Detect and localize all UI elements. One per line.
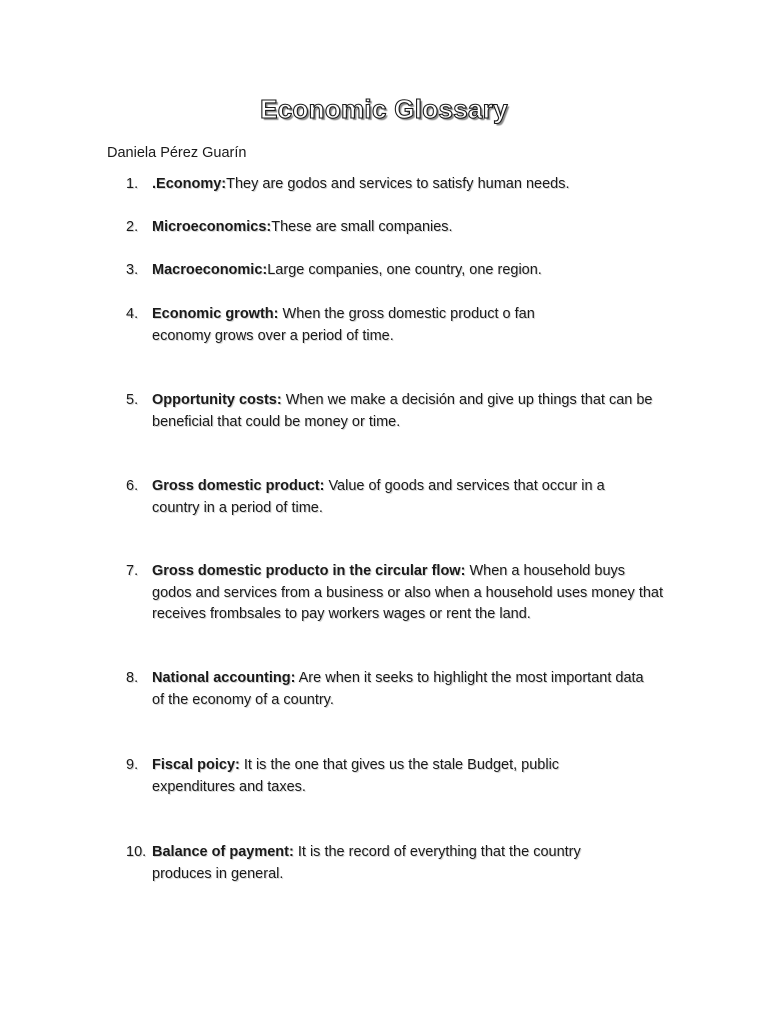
glossary-entry — [126, 217, 646, 239]
entry-term: Microeconomics: — [152, 219, 272, 235]
entry-term: Balance of payment: — [152, 844, 294, 860]
entry-definition: It is the one that gives us the stale Budget, public expenditures and taxes. — [152, 757, 560, 795]
glossary-entry — [126, 561, 666, 626]
glossary-entry — [126, 842, 626, 885]
entry-term: Macroeconomic: — [152, 262, 268, 278]
entry-number: 8. — [126, 670, 139, 686]
page-title: Economic Glossary — [260, 94, 508, 124]
entry-term: Gross domestic product: — [152, 478, 325, 494]
entry-definition: These are small companies. — [271, 219, 453, 235]
entry-term: Fiscal poicy: — [152, 757, 240, 773]
entry-term: National accounting: — [152, 670, 296, 686]
glossary-entry — [126, 668, 646, 711]
entry-number: 10. — [126, 844, 147, 860]
entry-term: Economic growth: — [152, 306, 279, 322]
entry-number: 6. — [126, 478, 139, 494]
entry-definition: Value of goods and services that occur in a country in a period of time. — [152, 478, 605, 516]
entry-term: Gross domestic producto in the circular flow: — [152, 563, 466, 579]
glossary-entry — [126, 304, 586, 347]
entry-number: 5. — [126, 392, 139, 408]
entry-number: 1. — [126, 176, 139, 192]
glossary-entry — [126, 174, 646, 196]
entry-term: .Economy: — [152, 176, 227, 192]
entry-term: Opportunity costs: — [152, 392, 282, 408]
entry-number: 7. — [126, 563, 139, 579]
glossary-entry — [126, 476, 636, 519]
glossary-entry — [126, 390, 666, 433]
entry-definition: It is the record of everything that the country produces in general. — [152, 844, 581, 882]
entry-definition: They are godos and services to satisfy human needs. — [226, 176, 570, 192]
entry-number: 4. — [126, 306, 139, 322]
entry-number: 2. — [126, 219, 139, 235]
entry-number: 3. — [126, 262, 139, 278]
entry-definition: When the gross domestic product o fan economy grows over a period of time. — [152, 306, 535, 344]
entry-definition: When a household buys godos and services from a business or also when a household uses money that receives frombsales to pay workers wages or rent the land. — [152, 563, 664, 622]
glossary-entry — [126, 755, 596, 798]
entry-definition: Are when it seeks to highlight the most important data of the economy of a country. — [152, 670, 644, 708]
entry-definition: Large companies, one country, one region. — [267, 262, 542, 278]
entry-definition: When we make a decisión and give up things that can be beneficial that could be money or time. — [152, 392, 653, 430]
author-name: Daniela Pérez Guarín — [107, 145, 247, 161]
entry-number: 9. — [126, 757, 139, 773]
glossary-entry — [126, 260, 646, 282]
